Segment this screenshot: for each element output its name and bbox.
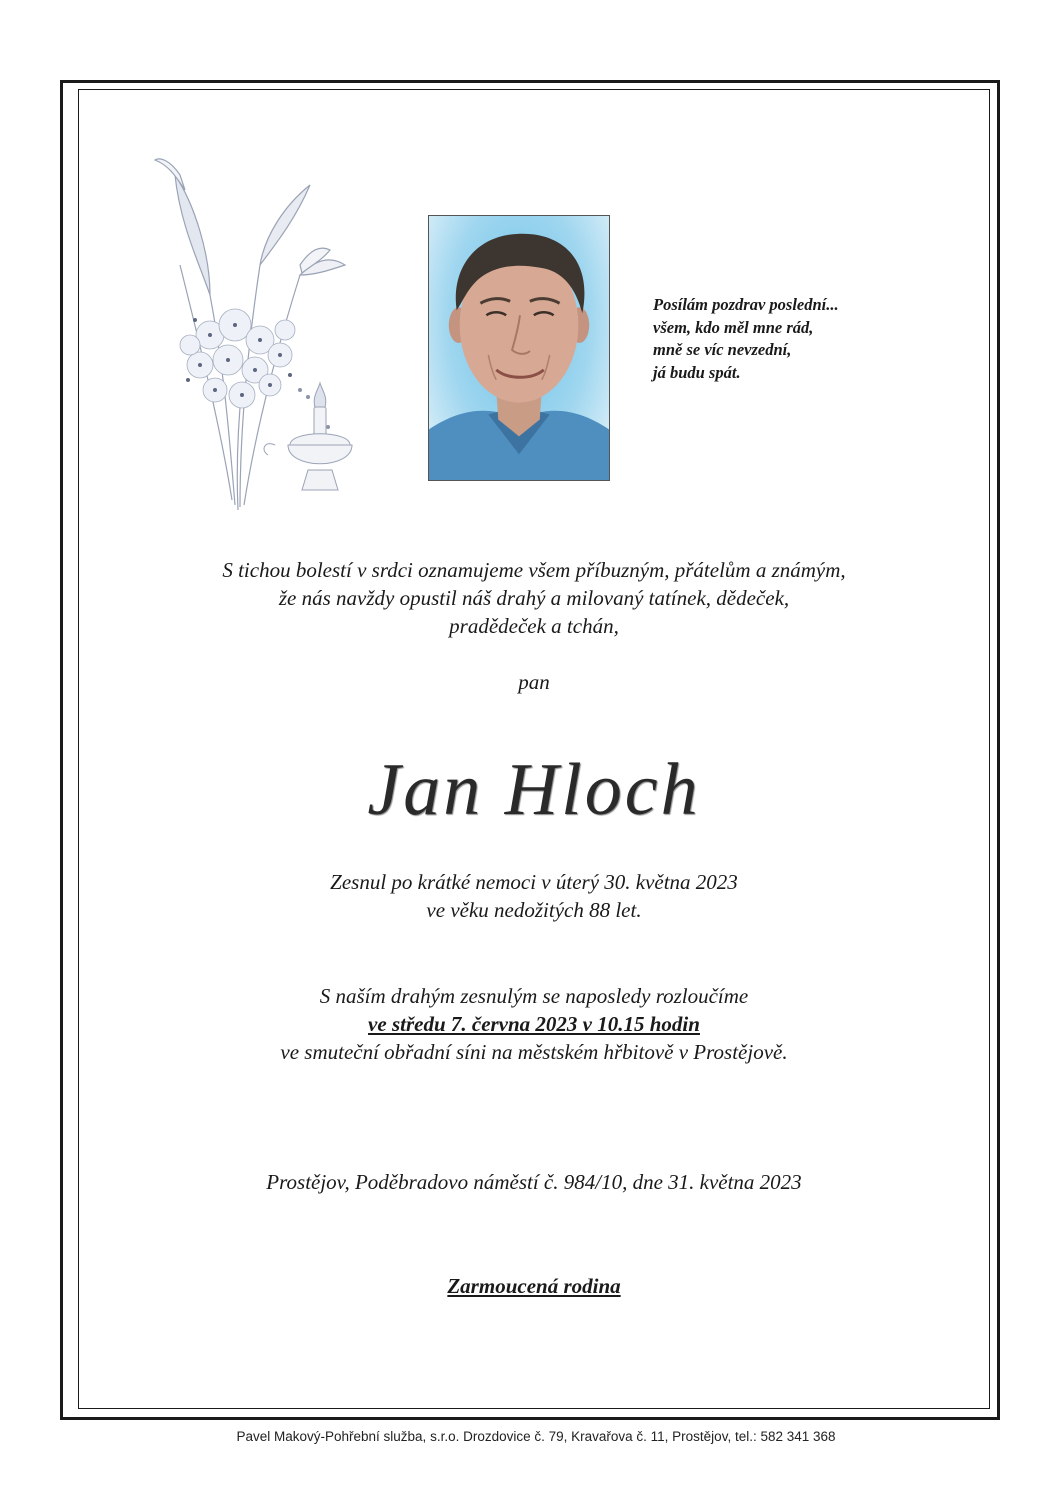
announcement-line: S tichou bolestí v srdci oznamujeme všem příbuzným, přátelům a známým,: [222, 558, 846, 582]
poem-line: Posílám pozdrav poslední...: [653, 295, 839, 314]
family-signature: Zarmoucená rodina: [447, 1274, 621, 1298]
portrait-photo: [428, 215, 610, 481]
death-line: ve věku nedožitých 88 let.: [426, 898, 642, 922]
poem-line: všem, kdo měl mne rád,: [653, 317, 814, 337]
deceased-name: Jan Hloch: [367, 749, 701, 831]
announcement-text: [78, 556, 990, 640]
announcement-line: pradědeček a tchán,: [449, 614, 619, 638]
footer-funeral-service: Pavel Makový-Pohřební služba, s.r.o. Drozdovice č. 79, Kravařova č. 11, Prostějov, tel.: 582 341 368: [236, 1429, 836, 1444]
place-date: Prostějov, Poděbradovo náměstí č. 984/10, dne 31. května 2023: [266, 1170, 802, 1194]
flower-candle-icon: [140, 145, 380, 515]
announcement-line: že nás navždy opustil náš drahý a milovaný tatínek, dědeček,: [278, 586, 790, 610]
death-line: Zesnul po krátké nemoci v úterý 30. května 2023: [330, 870, 738, 894]
poem: [653, 294, 913, 384]
poem-line: já budu spát.: [653, 362, 741, 382]
funeral-line: S naším drahým zesnulým se naposledy rozloučíme: [319, 984, 749, 1008]
funeral-info: [78, 982, 990, 1066]
death-info: [78, 868, 990, 924]
title-word: pan: [518, 670, 550, 694]
poem-line: mně se víc nevzední,: [653, 340, 792, 359]
funeral-datetime: ve středu 7. června 2023 v 10.15 hodin: [368, 1012, 700, 1036]
funeral-line: ve smuteční obřadní síni na městském hřbitově v Prostějově.: [280, 1040, 788, 1064]
